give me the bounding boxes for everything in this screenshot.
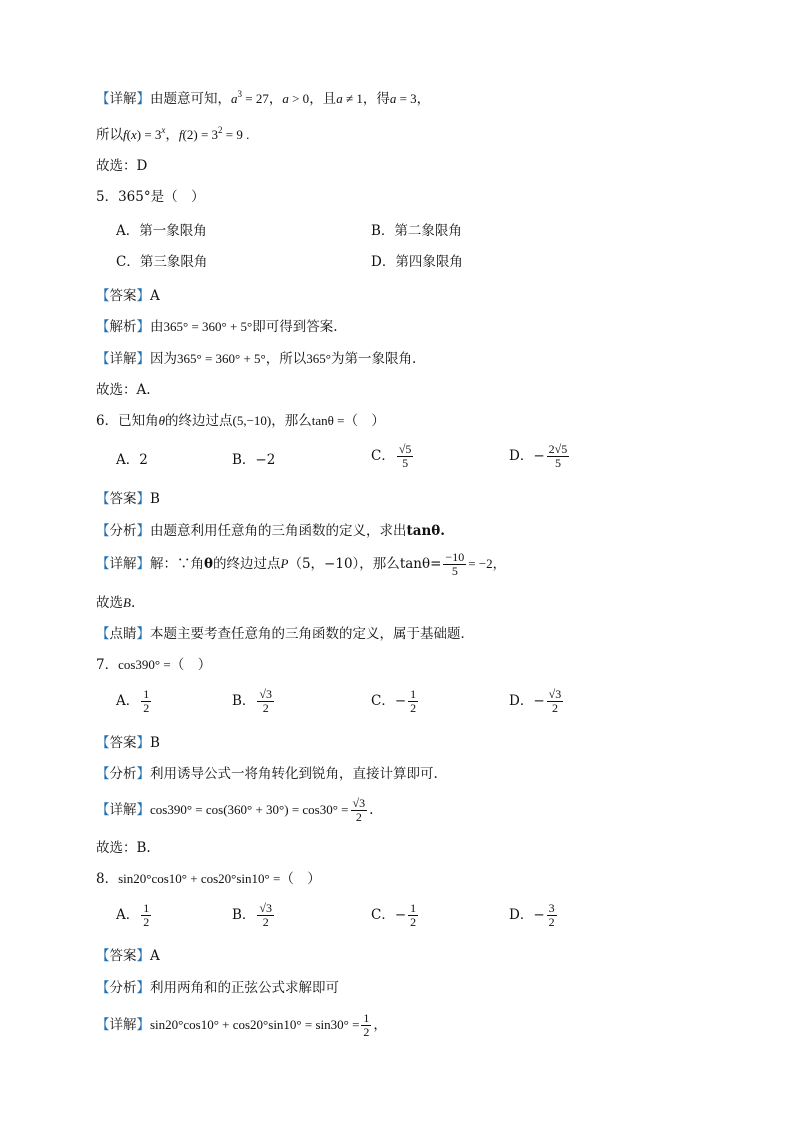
tag-detail: 【详解】: [96, 91, 150, 107]
q6-choose: 故选B.: [96, 595, 136, 611]
q4-choose: 故选：D: [96, 158, 148, 174]
q8-stem: 8．sin20°cos10° + cos20°sin10° =（ ）: [96, 871, 321, 887]
q8-option-c: C．− $\frac{1}{2}$: [371, 901, 417, 929]
q8-answer: 【答案】A: [96, 948, 160, 964]
q5-option-a: A．第一象限角: [116, 223, 207, 239]
q7-detail: 【详解】cos390° = cos(360° + 30°) = cos30° = $\frac{√3}{2}$ .: [96, 796, 374, 824]
q8-option-d: D．− $\frac{3}{2}$: [509, 901, 555, 929]
q8-analysis: 【分析】利用两角和的正弦公式求解即可: [96, 980, 339, 996]
q6-detail: 【详解】解：∵角θ的终边过点P（5，−10），那么tanθ= $\frac{-10}{5}$ = −2，: [96, 550, 506, 578]
q5-choose: 故选：A.: [96, 382, 151, 398]
q4-result-line: 所以$f(x) = 3^x$，$f(2) = 3^2 = 9$ .: [96, 125, 250, 143]
q8-detail: 【详解】sin20°cos10° + cos20°sin10° = sin30° = $\frac{1}{2}$ ，: [96, 1011, 387, 1039]
q6-answer: 【答案】B: [96, 491, 160, 507]
q7-option-d: D．− $\frac{√3}{2}$: [509, 687, 562, 715]
q6-analysis: 【分析】由题意利用任意角的三角函数的定义，求出tanθ.: [96, 523, 446, 539]
q5-option-c: C．第三象限角: [116, 254, 208, 270]
q8-option-a: A． $\frac{1}{2}$: [116, 901, 150, 929]
q7-choose: 故选：B.: [96, 840, 151, 856]
q6-option-a: A．2: [116, 452, 148, 468]
q5-analysis: 【解析】由365° = 360° + 5°即可得到答案.: [96, 319, 338, 335]
q6-stem: 6．已知角θ的终边过点(5,−10)，那么tanθ =（ ）: [96, 413, 385, 429]
q5-answer: 【答案】A: [96, 288, 160, 304]
q7-option-a: A． $\frac{1}{2}$: [116, 687, 150, 715]
q6-comment: 【点睛】本题主要考查任意角的三角函数的定义，属于基础题．: [96, 626, 474, 642]
q6-option-d: D．− $\frac{2√5}{5}$: [509, 442, 568, 470]
q5-stem: 5．365°是（ ）: [96, 189, 205, 205]
q5-option-d: D．第四象限角: [371, 254, 463, 270]
q7-stem: 7．cos390° =（ ）: [96, 657, 212, 673]
q7-option-b: B． $\frac{√3}{2}$: [232, 687, 273, 715]
q7-option-c: C．− $\frac{1}{2}$: [371, 687, 417, 715]
q5-detail: 【详解】因为365° = 360° + 5°，所以365°为第一象限角.: [96, 351, 417, 367]
q4-detail-line: 【详解】由题意可知，$a^3 = 27$，a > 0，且a ≠ 1，得a = 3，: [96, 89, 431, 107]
q6-option-c: C． $\frac{√5}{5}$: [371, 442, 412, 470]
q7-answer: 【答案】B: [96, 735, 160, 751]
q6-option-b: B．−2: [232, 452, 276, 468]
q7-analysis: 【分析】利用诱导公式一将角转化到锐角，直接计算即可.: [96, 766, 438, 782]
q8-option-b: B． $\frac{√3}{2}$: [232, 901, 273, 929]
q5-option-b: B．第二象限角: [371, 223, 462, 239]
